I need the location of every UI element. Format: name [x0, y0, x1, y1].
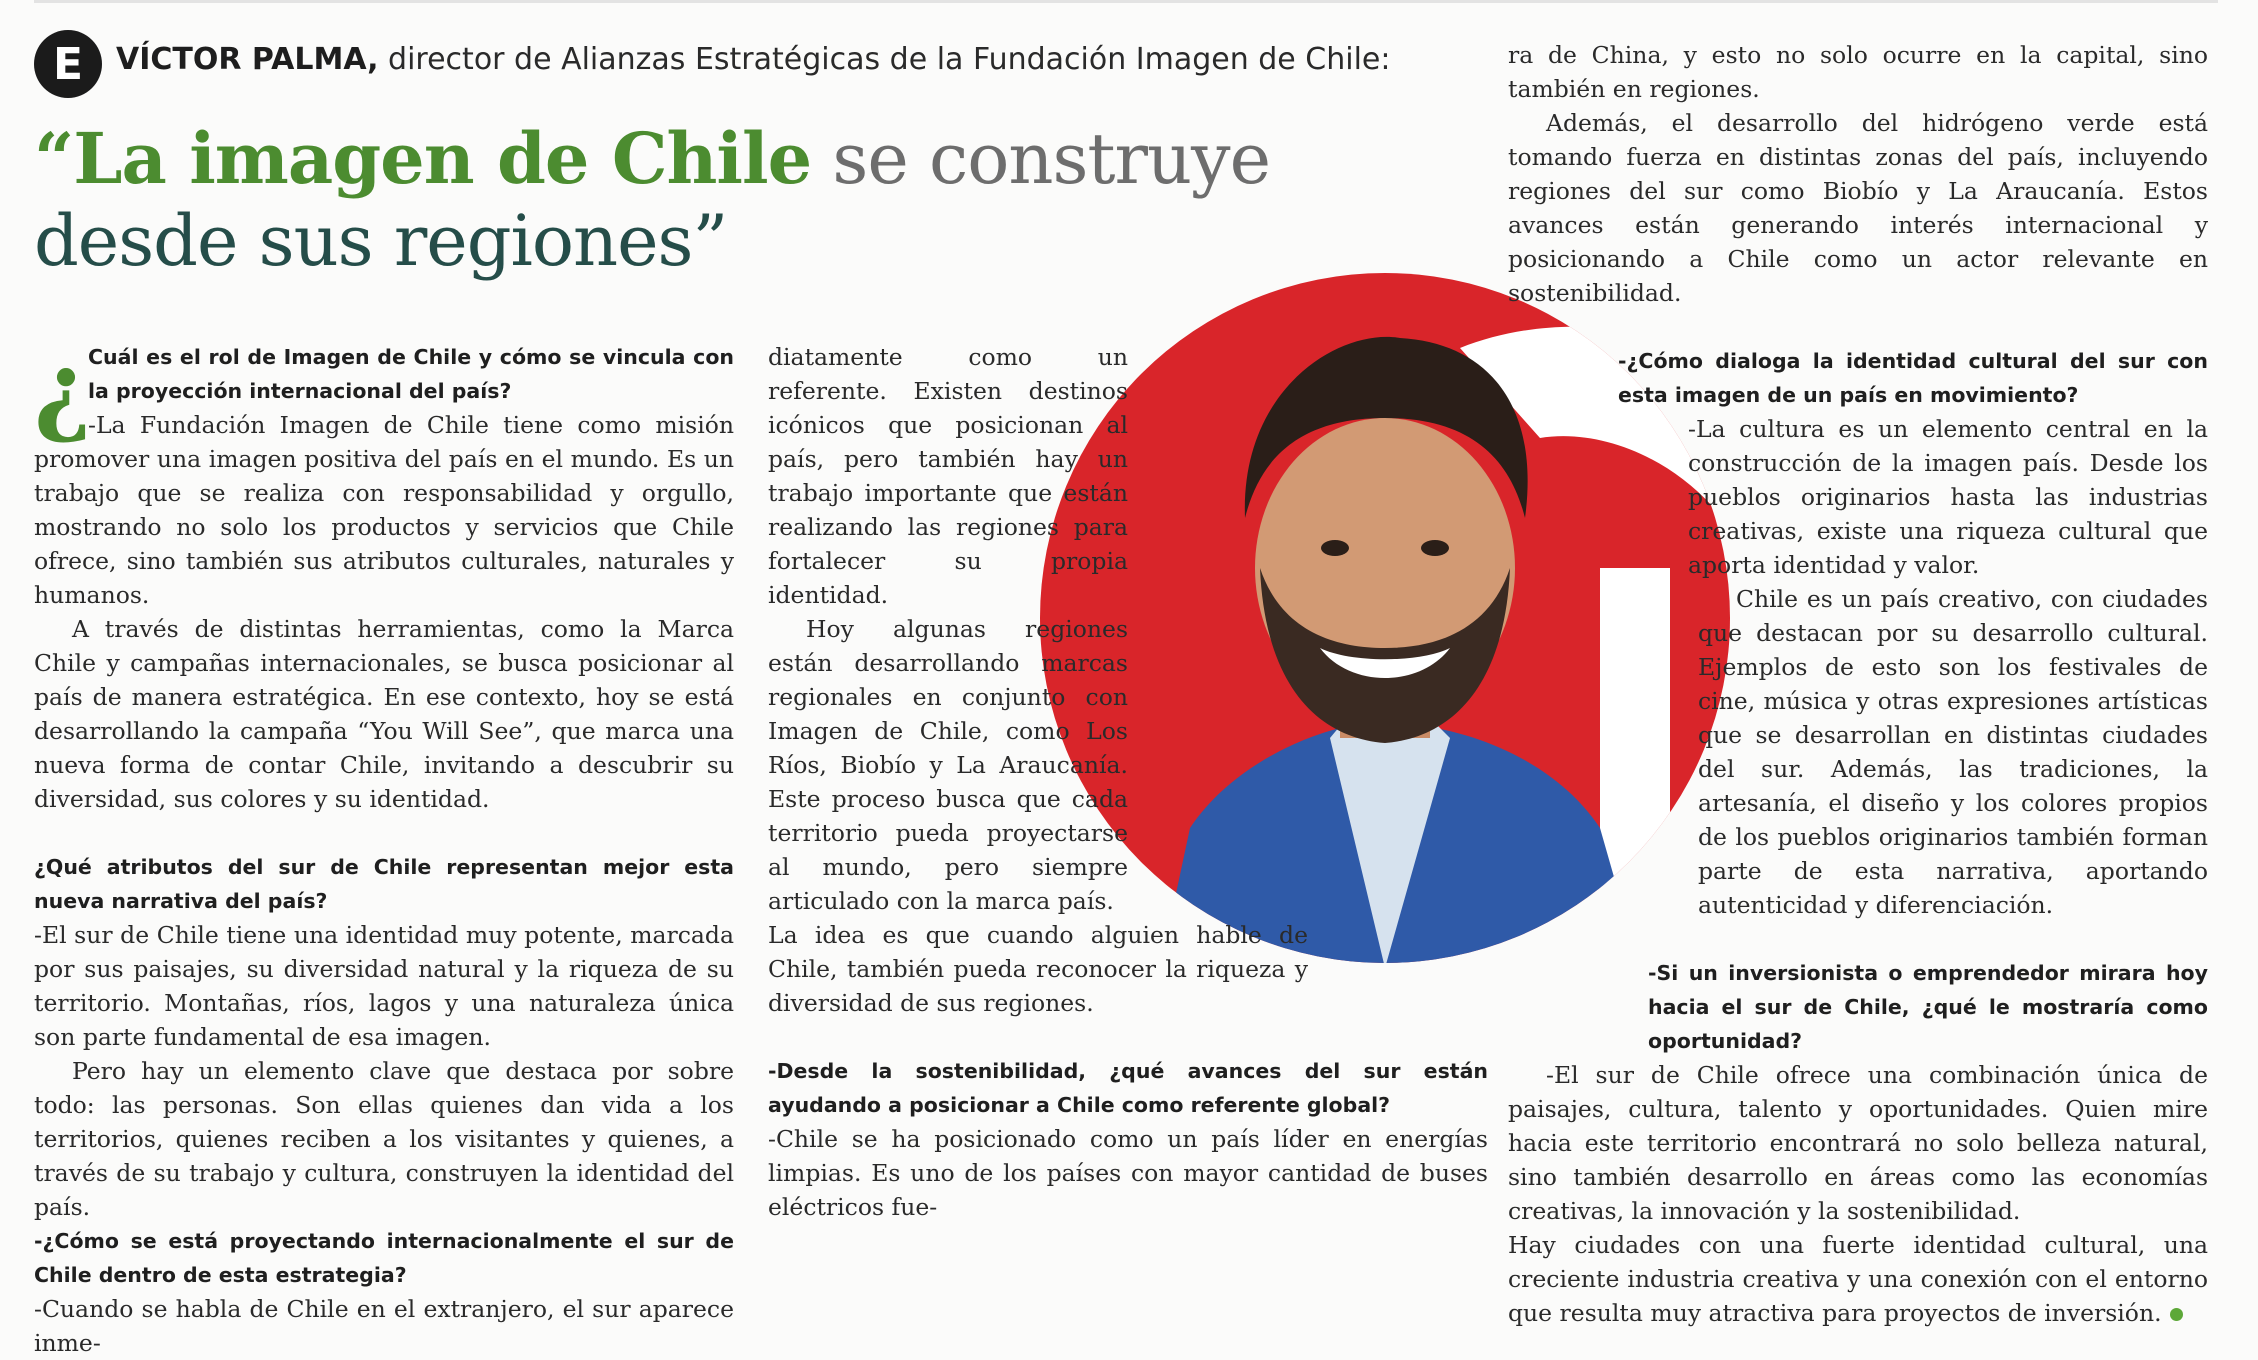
answer-5-paragraph-2: Chile es un país creativo, con ciudades que destacan por su desarrollo cultural. Ejemplos de esto son los festivales de cine, música y otras expresiones artísticas que se desarrollan en distintas ciudades del sur. Además, las tradiciones, la artesanía, el diseño y los colores propios de los pueblos originarios también forman parte de esta narrativa, aportando autenticidad y diferenciación.	[1698, 585, 2208, 919]
question-4: -Desde la sostenibilidad, ¿qué avances del sur están ayudando a posicionar a Chile como referente global?	[768, 1059, 1488, 1117]
answer-4-continued: ra de China, y esto no solo ocurre en la capital, sino también en regiones.	[1508, 41, 2208, 103]
headline-close-quote: ”	[692, 200, 728, 282]
answer-3-paragraph-3: La idea es que cuando alguien hable de Chile, también pueda reconocer la riqueza y diversidad de sus regiones.	[768, 921, 1308, 1017]
question-mark-drop: ¿	[34, 332, 92, 447]
question-5: -¿Cómo dialoga la identidad cultural del sur con esta imagen de un país en movimiento?	[1618, 349, 2208, 407]
question-3: -¿Cómo se está proyectando internacionalmente el sur de Chile dentro de esta estrategia?	[34, 1229, 734, 1287]
answer-3-paragraph-2: Hoy algunas regiones están desarrollando marcas regionales en conjunto con Imagen de Chile, como Los Ríos, Biobío y La Araucanía. Este proceso busca que cada territorio pueda proyectarse al mundo, pero siempre articulado con la marca país.	[768, 615, 1128, 915]
byline	[116, 42, 1391, 77]
answer-5-paragraph-1: -La cultura es un elemento central en la construcción de la imagen país. Desde los pueblos originarios hasta las industrias creativas, existe una riqueza cultural que aporta identidad y valor.	[1688, 415, 2208, 579]
answer-3-start: -Cuando se habla de Chile en el extranjero, el sur aparece inme-	[34, 1295, 734, 1357]
answer-1-paragraph-1: -La Fundación Imagen de Chile tiene como misión promover una imagen positiva del país en el mundo. Es un trabajo que se realiza con responsabilidad y orgullo, mostrando no solo los productos y servicios que Chile ofrece, sino también sus atributos culturales, naturales y humanos.	[34, 411, 734, 609]
question-2: ¿Qué atributos del sur de Chile representan mejor esta nueva narrativa del país?	[34, 855, 734, 913]
column-2	[768, 340, 1488, 1224]
headline-rest-part-2: desde sus regiones	[34, 200, 693, 282]
answer-4-paragraph-2: Además, el desarrollo del hidrógeno verde está tomando fuerza en distintas zonas del país, incluyendo regiones del sur como Biobío y La Araucanía. Estos avances están generando interés internacional y posicionando a Chile como un actor relevante en sostenibilidad.	[1508, 109, 2208, 307]
answer-6-paragraph-1: -El sur de Chile ofrece una combinación única de paisajes, cultura, talento y oportunidades. Quien mire hacia este territorio encontrará no solo belleza natural, sino también desarrollo en áreas como las economías creativas, la innovación y la sostenibilidad.	[1508, 1061, 2208, 1225]
interviewee-role: director de Alianzas Estratégicas de la Fundación Imagen de Chile:	[388, 42, 1391, 77]
badge-letter: E	[52, 38, 84, 90]
answer-6-paragraph-2-text: Hay ciudades con una fuerte identidad cultural, una creciente industria creativa y una conexión con el entorno que resulta muy atractiva para proyectos de inversión.	[1508, 1231, 2208, 1327]
column-1	[34, 332, 734, 1360]
question-1: Cuál es el rol de Imagen de Chile y cómo se vincula con la proyección internacional del país?	[88, 345, 734, 403]
headline-bold-part: La imagen de Chile	[73, 117, 812, 200]
section-badge	[34, 30, 102, 98]
headline-open-quote: “	[34, 117, 74, 200]
headline	[34, 118, 1314, 282]
headline-rest-part-1: se construye	[811, 118, 1271, 200]
top-rule	[34, 0, 2218, 3]
answer-3-continued: diatamente como un referente. Existen destinos icónicos que posicionan al país, pero también hay un trabajo importante que están realizando las regiones para fortalecer su propia identidad.	[768, 343, 1128, 609]
answer-6-paragraph-2	[1508, 1228, 2208, 1330]
column-3	[1508, 38, 2208, 1330]
interviewee-name: VÍCTOR PALMA,	[116, 42, 379, 77]
end-mark-icon	[2170, 1308, 2183, 1321]
answer-2-paragraph-2: Pero hay un elemento clave que destaca por sobre todo: las personas. Son ellas quienes dan vida a los territorios, quienes reciben a los visitantes y quienes, a través de su trabajo y cultura, construyen la identidad del país.	[34, 1057, 734, 1221]
answer-4-start: -Chile se ha posicionado como un país líder en energías limpias. Es uno de los países con mayor cantidad de buses eléctricos fue-	[768, 1125, 1488, 1221]
question-6: -Si un inversionista o emprendedor mirara hoy hacia el sur de Chile, ¿qué le mostraría como oportunidad?	[1648, 961, 2208, 1053]
answer-2-paragraph-1: -El sur de Chile tiene una identidad muy potente, marcada por sus paisajes, su diversidad natural y la riqueza de su territorio. Montañas, ríos, lagos y una naturaleza única son parte fundamental de esa imagen.	[34, 921, 734, 1051]
answer-1-paragraph-2: A través de distintas herramientas, como la Marca Chile y campañas internacionales, se busca posicionar al país de manera estratégica. En ese contexto, hoy se está desarrollando la campaña “You Will See”, que marca una nueva forma de contar Chile, invitando a descubrir su diversidad, sus colores y su identidad.	[34, 615, 734, 813]
